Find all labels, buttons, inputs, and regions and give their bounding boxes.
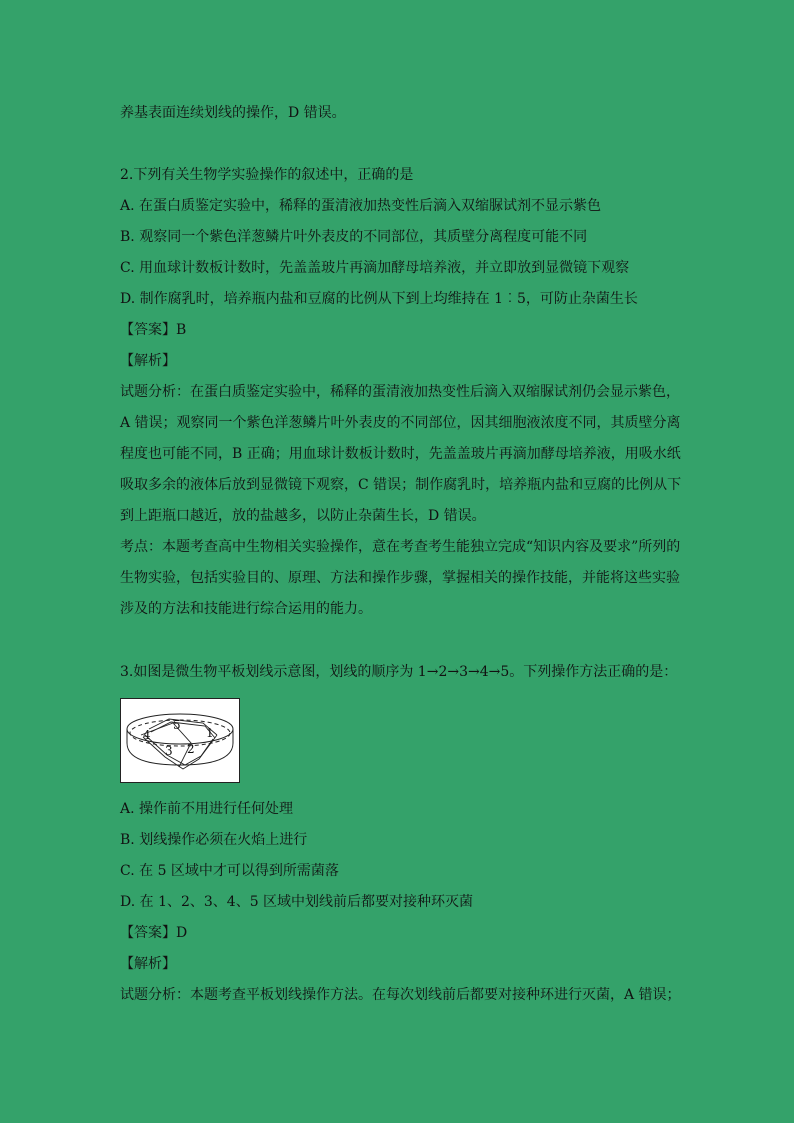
streak-region-label: 3 [165, 744, 173, 758]
streak-region-label: 4 [143, 728, 151, 742]
question-2-option-a: A. 在蛋白质鉴定实验中，稀释的蛋清液加热变性后滴入双缩脲试剂不显示紫色 [120, 198, 602, 214]
analysis-line: 吸取多余的液体后放到显微镜下观察，C 错误；制作腐乳时，培养瓶内盐和豆腐的比例从下 [120, 477, 682, 493]
exam-point-line: 涉及的方法和技能进行综合运用的能力。 [120, 601, 372, 617]
text-line: 养基表面连续划线的操作，D 错误。 [120, 105, 346, 121]
question-2-answer: 【答案】B [120, 322, 187, 338]
question-3-answer: 【答案】D [120, 925, 188, 941]
question-3-stem: 3.如图是微生物平板划线示意图，划线的顺序为 1→2→3→4→5。下列操作方法正确的是： [120, 664, 678, 680]
analysis-line: A 错误；观察同一个紫色洋葱鳞片叶外表皮的不同部位，因其细胞液浓度不同，其质壁分离 [120, 415, 681, 431]
streak-region-label: 2 [187, 742, 195, 756]
exam-point-line: 生物实验，包括实验目的、原理、方法和操作步骤，掌握相关的操作技能，并能将这些实验 [120, 570, 680, 586]
question-3-option-c: C. 在 5 区域中才可以得到所需菌落 [120, 863, 339, 879]
question-2-option-c: C. 用血球计数板计数时，先盖盖玻片再滴加酵母培养液，并立即放到显微镜下观察 [120, 260, 630, 276]
question-3-analysis-heading: 【解析】 [120, 956, 176, 972]
analysis-line: 程度也可能不同，B 正确；用血球计数板计数时，先盖盖玻片再滴加酵母培养液，用吸水纸 [120, 446, 681, 462]
question-2-stem: 2.下列有关生物学实验操作的叙述中，正确的是 [120, 167, 414, 183]
question-2-option-d: D. 制作腐乳时，培养瓶内盐和豆腐的比例从下到上均维持在 1︰5，可防止杂菌生长 [120, 291, 638, 307]
question-2-option-b: B. 观察同一个紫色洋葱鳞片叶外表皮的不同部位，其质壁分离程度可能不同 [120, 229, 588, 245]
analysis-line: 试题分析：在蛋白质鉴定实验中，稀释的蛋清液加热变性后滴入双缩脲试剂仍会显示紫色， [120, 384, 680, 400]
question-3-option-d: D. 在 1、2、3、4、5 区域中划线前后都要对接种环灭菌 [120, 894, 474, 910]
exam-point-line: 考点：本题考查高中生物相关实验操作，意在考查考生能独立完成“知识内容及要求”所列的 [120, 539, 681, 555]
question-2-analysis-heading: 【解析】 [120, 353, 176, 369]
analysis-line: 到上距瓶口越近，放的盐越多，以防止杂菌生长，D 错误。 [120, 508, 486, 524]
streak-region-label: 1 [206, 726, 214, 740]
streak-plate-figure [120, 698, 240, 783]
question-3-option-b: B. 划线操作必须在火焰上进行 [120, 832, 308, 848]
question-3-option-a: A. 操作前不用进行任何处理 [120, 801, 294, 817]
streak-region-label: 5 [173, 718, 181, 732]
analysis-line: 试题分析：本题考查平板划线操作方法。在每次划线前后都要对接种环进行灭菌，A 错误； [120, 987, 681, 1003]
